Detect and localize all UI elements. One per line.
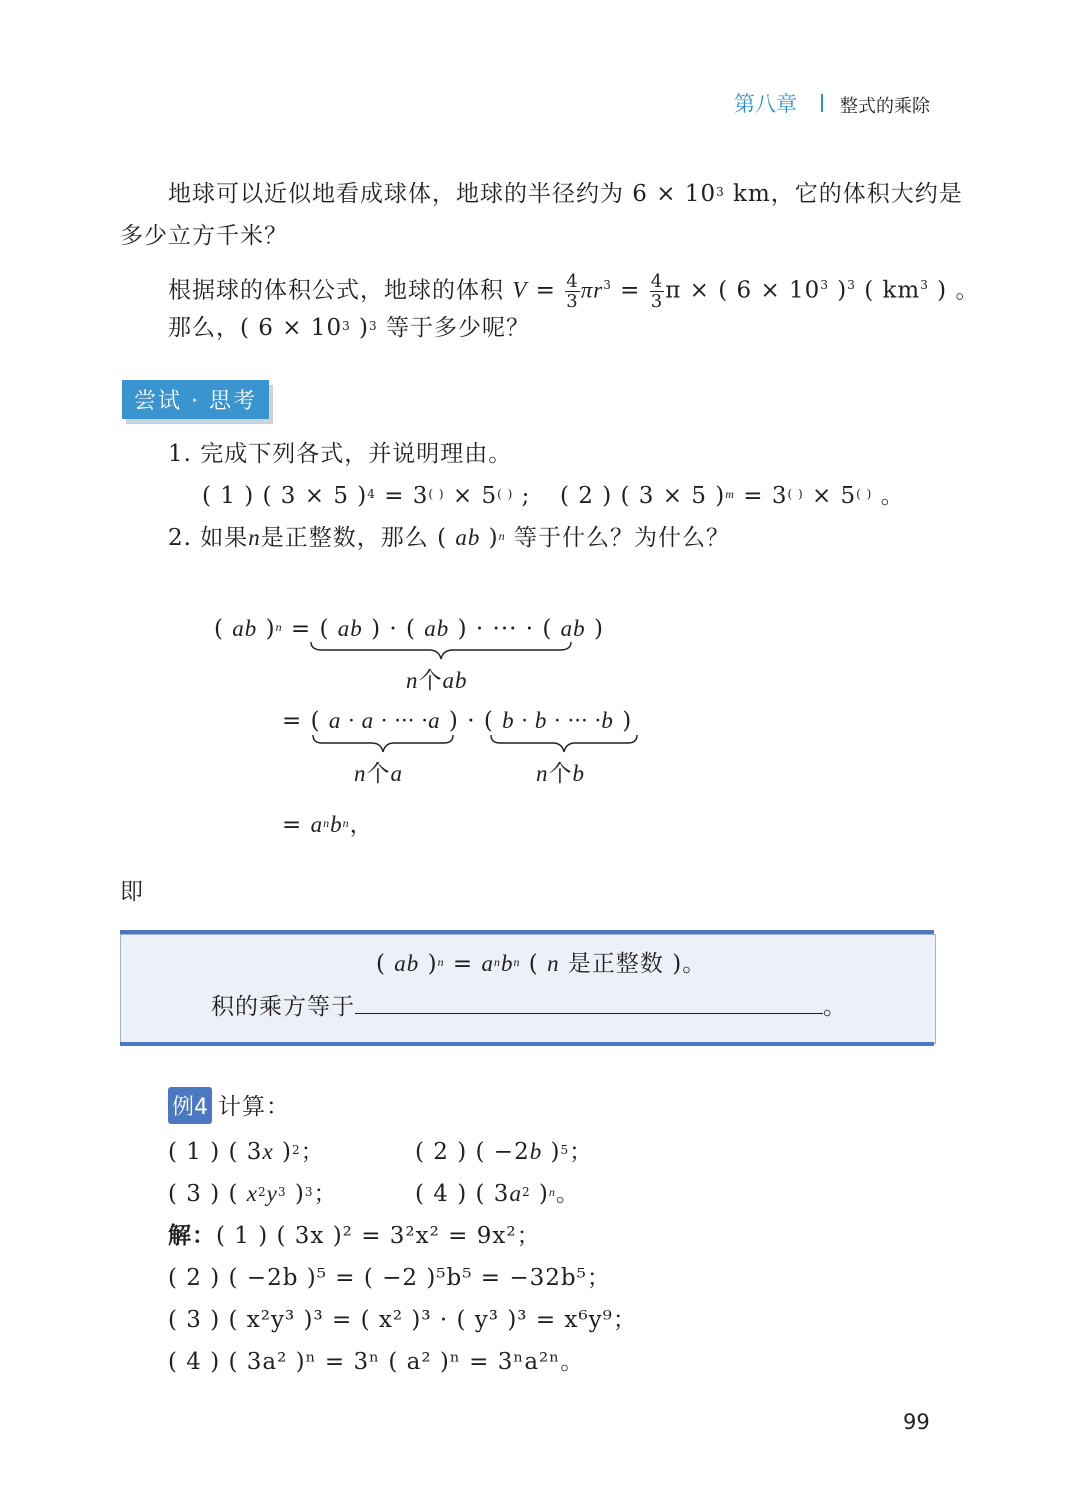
underbrace-a bbox=[312, 733, 454, 755]
solution-1: 解：( 1 ) ( 3x )² = 3²x² = 9x²； bbox=[168, 1222, 541, 1249]
question-line: 那么，( $6 \times 10^3$ )$^3$ 等于多少呢？ bbox=[168, 315, 530, 341]
fraction-4-3-b: $\frac{4}{3}$ bbox=[650, 271, 664, 312]
rule-statement: 积的乘方等于 。 bbox=[211, 991, 847, 1022]
example-title: 计算： bbox=[218, 1094, 290, 1120]
derivation-line-2: = ( a · a · ··· ·a ) · ( b · b · ··· ·b ) bbox=[282, 708, 633, 734]
rule-box-bottom-bar bbox=[120, 1042, 934, 1046]
derivation-line-3: = $a^nb^n$， bbox=[282, 812, 374, 838]
solution-4: ( 4 ) ( 3a² )ⁿ = 3ⁿ ( a² )ⁿ = 3ⁿa²ⁿ。 bbox=[168, 1349, 585, 1375]
fill-in-blank-line bbox=[355, 991, 823, 1014]
example-problem-4: ( 4 ) ( $3a^2$ )$^n$。 bbox=[415, 1181, 580, 1207]
therefore-label: 即 bbox=[120, 879, 144, 905]
brace-label-n-ab: n个ab bbox=[406, 668, 468, 694]
solution-2: ( 2 ) ( −2b )⁵ = ( −2 )⁵b⁵ = −32b⁵； bbox=[168, 1265, 611, 1291]
question-2: 2. 如果n是正整数，那么 ( ab )$^n$ 等于什么？为什么？ bbox=[168, 525, 730, 551]
brace-label-n-b: n个b bbox=[536, 761, 585, 787]
try-think-tag: 尝试 · 思考 bbox=[122, 380, 269, 419]
example-problem-2: ( 2 ) ( −2b )$^5$； bbox=[415, 1139, 594, 1165]
page-number: 99 bbox=[903, 1410, 930, 1434]
chapter-label: 第八章 bbox=[734, 92, 797, 116]
example-problem-1: ( 1 ) ( 3x )$^2$； bbox=[168, 1139, 325, 1165]
question-1-part-1: ( 1 ) ( 3 × 5 )$^4$ = 3( ) × 5( ) ; bbox=[202, 483, 531, 509]
derivation-line-1: ( ab )$^n$ = ( ab ) · ( ab ) · ··· · ( ab ) bbox=[214, 616, 604, 642]
question-1: 1. 完成下列各式，并说明理由。 bbox=[168, 441, 513, 467]
question-1-part-2: ( 2 ) ( 3 × 5 )$^m$ = 3( ) × 5( ) 。 bbox=[560, 483, 905, 509]
example-problem-3: ( 3 ) ( $x^2y^3$ )$^3$； bbox=[168, 1181, 338, 1207]
underbrace-b bbox=[490, 733, 638, 755]
solution-3: ( 3 ) ( x²y³ )³ = ( x² )³ · ( y³ )³ = x⁶y⁹； bbox=[168, 1307, 637, 1333]
volume-formula-line: 根据球的体积公式，地球的体积 V = $\frac{4}{3}$ $\pi r^3$ = $\frac{4}{3}$ π × ( $6 \times 10^3$ )$^3$ ( $km^3$ ) 。 bbox=[168, 271, 980, 312]
example-tag: 例4 bbox=[168, 1087, 212, 1124]
chapter-title: 整式的乘除 bbox=[840, 96, 930, 117]
rule-formula: ( ab )$^n = a^nb^n$ ( n 是正整数 )。 bbox=[376, 951, 707, 977]
header-separator bbox=[821, 94, 823, 112]
underbrace-ab bbox=[310, 640, 572, 662]
fraction-4-3: $\frac{4}{3}$ bbox=[566, 271, 579, 312]
brace-label-n-a: n个a bbox=[354, 761, 403, 787]
intro-line-2: 多少立方千米？ bbox=[120, 223, 288, 249]
intro-line-1: 地球可以近似地看成球体，地球的半径约为 $6 \times 10^3$ km，它的体积大约是 bbox=[168, 181, 963, 207]
